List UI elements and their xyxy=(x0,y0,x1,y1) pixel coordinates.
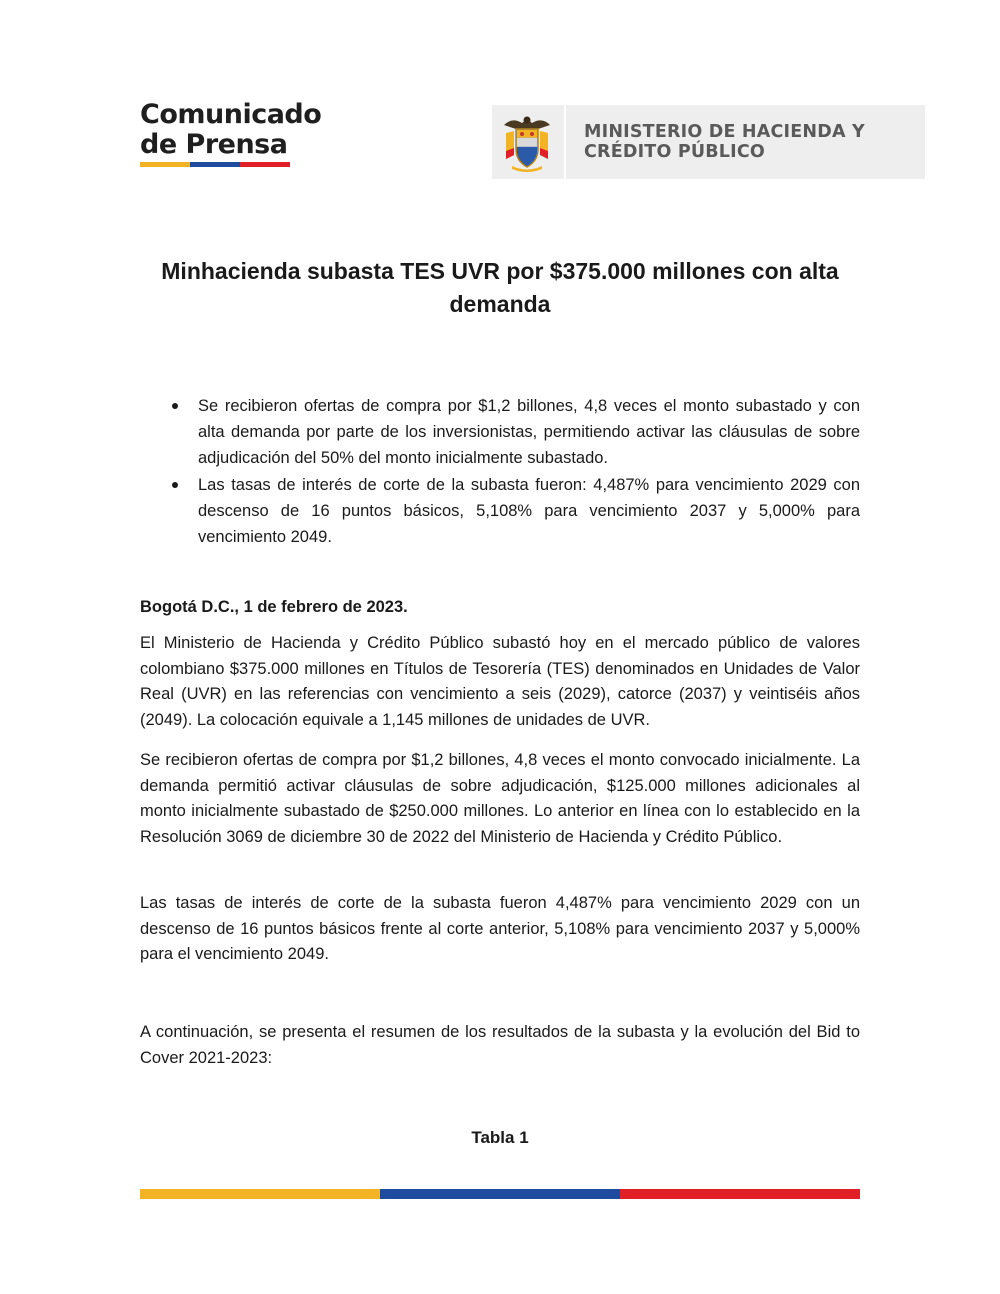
body-paragraph: El Ministerio de Hacienda y Crédito Público subastó hoy en el mercado público de valores colombiano $375.000 millones en Títulos de Tesorería (TES) denominados en Unidades de Valor Real (UVR) en las referencias con vencimiento a seis (2029), catorce (2037) y veintiséis años (2049). La colocación equivale a 1,145 millones de unidades de UVR. xyxy=(140,634,860,729)
brand-line-1: Comunicado xyxy=(140,99,322,130)
ministry-name-line-1: MINISTERIO DE HACIENDA Y xyxy=(584,122,865,142)
footer-bar-blue xyxy=(380,1189,620,1199)
brand-bar-blue xyxy=(190,162,240,167)
brand-color-bar xyxy=(140,162,290,167)
body-paragraph: Las tasas de interés de corte de la subasta fueron 4,487% para vencimiento 2029 con un descenso de 16 puntos básicos frente al corte anterior, 5,108% para vencimiento 2037 y 5,000% para el vencimiento 2049. xyxy=(140,894,860,963)
ministry-divider xyxy=(564,105,566,179)
body-paragraph: Se recibieron ofertas de compra por $1,2 billones, 4,8 veces el monto convocado inicialmente. La demanda permitió activar cláusulas de sobre adjudicación, $125.000 millones adicionales al monto inicialmente subastado de $250.000 millones. Lo anterior en línea con lo establecido en la Resolución 3069 de diciembre 30 de 2022 del Ministerio de Hacienda y Crédito Público. xyxy=(140,751,860,846)
press-release-headline: Minhacienda subasta TES UVR por $375.000 millones con alta demanda xyxy=(161,258,839,317)
brand-bar-yellow xyxy=(140,162,190,167)
footer-bar-yellow xyxy=(140,1189,380,1199)
brand-line-2: de Prensa xyxy=(140,129,288,160)
footer-color-bar xyxy=(140,1189,860,1199)
dateline: Bogotá D.C., 1 de febrero de 2023. xyxy=(140,598,408,616)
body-paragraph: A continuación, se presenta el resumen de los resultados de la subasta y la evolución del Bid to Cover 2021-2023: xyxy=(140,1023,860,1067)
summary-bullets xyxy=(198,393,860,551)
ministry-name-line-2: CRÉDITO PÚBLICO xyxy=(584,142,765,162)
footer-bar-red xyxy=(620,1189,860,1199)
press-release-logo xyxy=(140,100,350,167)
summary-bullet: Se recibieron ofertas de compra por $1,2 billones, 4,8 veces el monto subastado y con alta demanda por parte de los inversionistas, permitiendo activar las cláusulas de sobre adjudicación del 50% del monto inicialmente subastado. xyxy=(198,393,860,471)
ministry-name xyxy=(584,122,865,162)
table-caption: Tabla 1 xyxy=(471,1128,529,1147)
summary-bullet: Las tasas de interés de corte de la subasta fueron: 4,487% para vencimiento 2029 con descenso de 16 puntos básicos, 5,108% para vencimiento 2037 y 5,000% para vencimiento 2049. xyxy=(198,472,860,550)
ministry-logo xyxy=(492,105,925,179)
colombia-coat-of-arms-icon xyxy=(492,105,562,179)
brand-bar-red xyxy=(240,162,290,167)
